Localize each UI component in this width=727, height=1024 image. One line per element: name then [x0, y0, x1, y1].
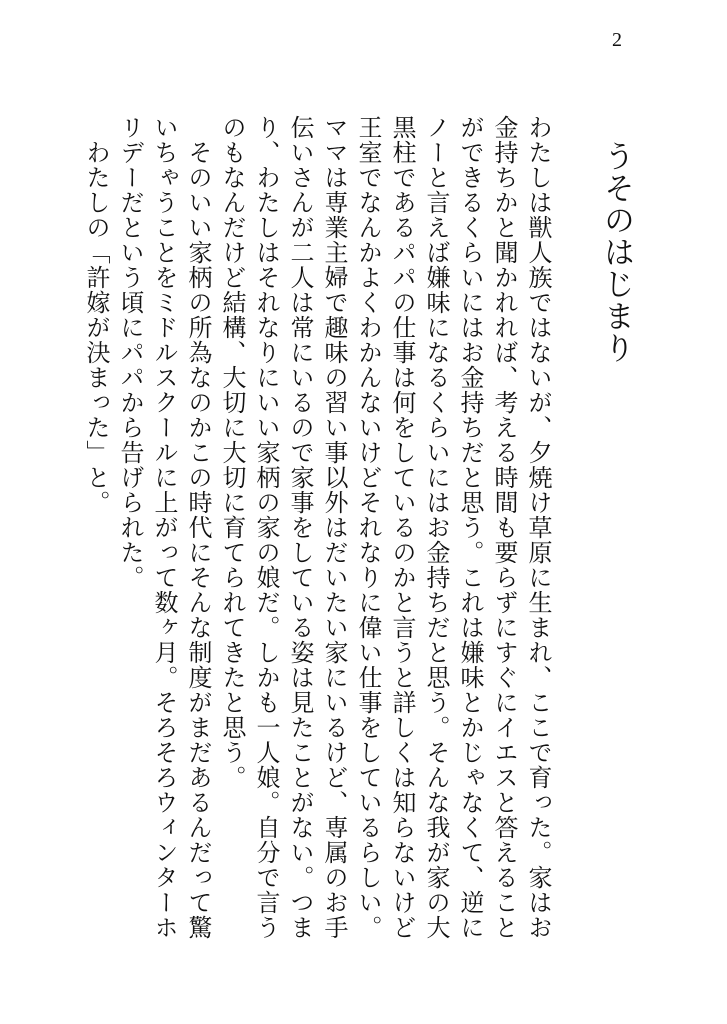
body-text: [79, 115, 555, 955]
paragraph: わたしの「許嫁が決まった」と。: [82, 115, 110, 515]
paragraph: そのいい家柄の所為なのかこの時代にそんな制度がまだあるんだって驚いちゃうことをミドルスクールに上がって数ヶ月。そろそろウィンターホリデーだという頃にパパから告げられた。: [116, 115, 212, 940]
page-number: 2: [612, 29, 622, 51]
paragraph: わたしは獣人族ではないが、夕焼け草原に生まれ、ここで育った。家はお金持ちかと聞かれれば、考える時間も要らずにすぐにイエスと答えることができるくらいにはお金持ちだと思う。これは嫌味とかじゃなくて、逆にノーと言えば嫌味になるくらいにはお金持ちだと思う。そんな我が家の大黒柱であるパパの仕事は何をしているのかと言うと詳しくは知らないけど王室でなんかよくわかんないけどそれなりに偉い仕事をしているらしい。ママは専業主婦で趣味の習い事以外はだいたい家にいるけど、専属のお手伝いさんが二人は常にいるので家事をしている姿は見たことがない。つまり、わたしはそれなりにいい家柄の家の娘だ。しかも一人娘。自分で言うのもなんだけど結構、大切に大切に育てられてきたと思う。: [218, 115, 552, 940]
chapter-title: うそのはじまり: [598, 140, 634, 364]
